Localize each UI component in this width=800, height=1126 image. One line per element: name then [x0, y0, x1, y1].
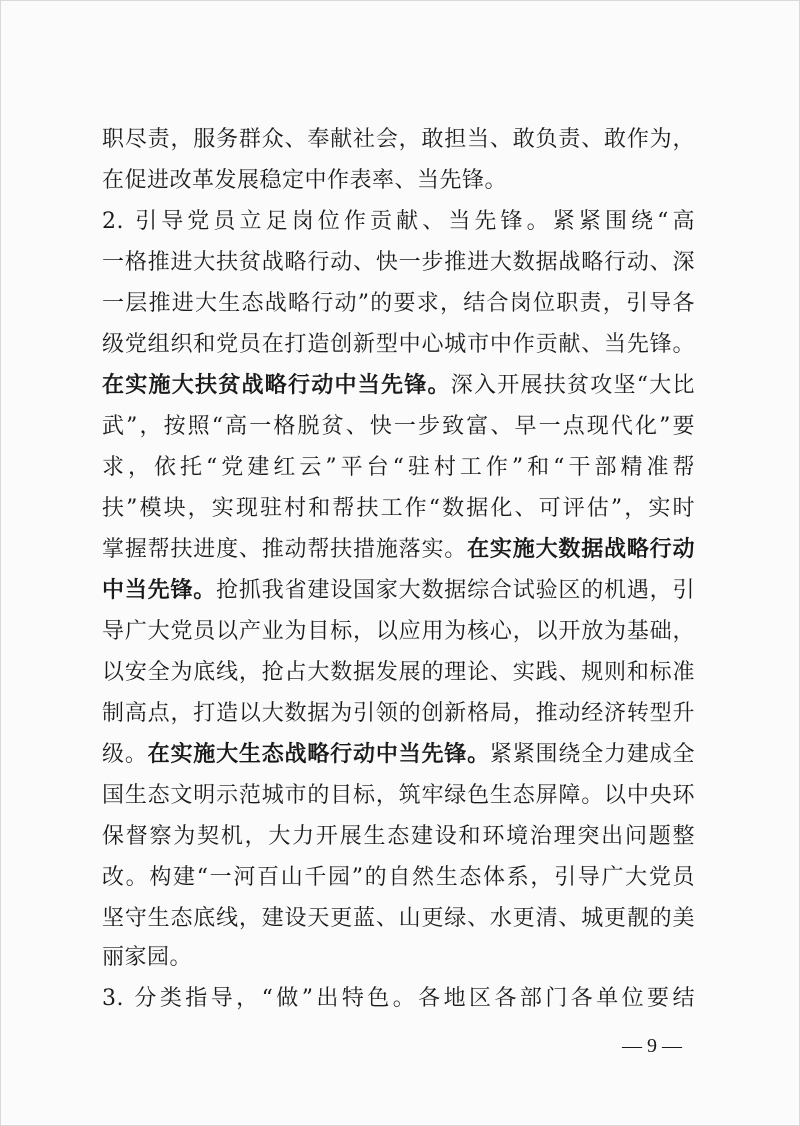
paragraph-text: 坚守生态底线，建设天更蓝、山更绿、水更清、城更靓的美 — [102, 906, 695, 931]
paragraph-text: 在促进改革发展稳定中作表率、当先锋。 — [102, 168, 508, 193]
paragraph-text: 扶”模块，实现驻村和帮扶工作“数据化、可评估”，实时 — [102, 496, 695, 521]
paragraph-text: 武”，按照“高一格脱贫、快一步致富、早一点现代化”要 — [102, 414, 695, 439]
text-line — [102, 694, 695, 734]
text-line — [102, 366, 695, 406]
bold-heading-text: 中当先锋。 — [102, 578, 217, 603]
paragraph-text: 导广大党员以产业为目标，以应用为核心，以开放为基础， — [102, 619, 695, 644]
paragraph-text: 一层推进大生态战略行动”的要求，结合岗位职责，引导各 — [102, 291, 695, 316]
paragraph-text: 以安全为底线，抢占大数据发展的理论、实践、规则和标准 — [102, 660, 695, 685]
text-line — [102, 776, 695, 816]
paragraph-text: 改。构建“一河百山千园”的自然生态体系，引导广大党员 — [102, 865, 695, 890]
paragraph-text: 级。 — [102, 742, 148, 767]
text-line — [102, 817, 695, 857]
text-line — [102, 735, 695, 775]
text-line — [102, 284, 695, 324]
paragraph-text: 紧紧围绕全力建成全 — [489, 742, 695, 767]
text-line — [102, 571, 695, 611]
bold-heading-text: 在实施大生态战略行动中当先锋。 — [147, 742, 490, 767]
text-line — [102, 530, 695, 570]
paragraph-text: 深入开展扶贫攻坚“大比 — [450, 373, 695, 398]
paragraph-text: 掌握帮扶进度、推动帮扶措施落实。 — [102, 537, 468, 562]
text-line — [102, 489, 695, 529]
text-line — [102, 653, 695, 693]
paragraph-text: 保督察为契机，大力开展生态建设和环境治理突出问题整 — [102, 824, 695, 849]
text-line — [102, 858, 695, 898]
text-line — [102, 161, 695, 201]
text-line — [102, 979, 695, 1019]
text-line — [102, 325, 695, 365]
paragraph-text: 级党组织和党员在打造创新型中心城市中作贡献、当先锋。 — [102, 332, 695, 357]
text-line — [102, 243, 695, 283]
paragraph-text: 制高点，打造以大数据为引领的创新格局，推动经济转型升 — [102, 701, 695, 726]
text-line — [102, 938, 695, 978]
paragraph-text: 3. 分类指导，“做”出特色。各地区各部门各单位要结 — [102, 986, 695, 1011]
text-line — [102, 407, 695, 447]
bold-heading-text: 在实施大数据战略行动 — [467, 537, 695, 562]
paragraph-text: 国生态文明示范城市的目标，筑牢绿色生态屏障。以中央环 — [102, 783, 695, 808]
text-line — [102, 120, 695, 160]
paragraph-text: 抢抓我省建设国家大数据综合试验区的机遇，引 — [216, 578, 695, 603]
paragraph-text: 丽家园。 — [102, 945, 193, 970]
text-line — [102, 899, 695, 939]
paragraph-text: 求，依托“党建红云”平台“驻村工作”和“干部精准帮 — [102, 455, 695, 480]
paragraph-text: 一格推进大扶贫战略行动、快一步推进大数据战略行动、深 — [102, 250, 695, 275]
text-line — [102, 612, 695, 652]
page-number: — 9 — — [622, 1035, 682, 1057]
paragraph-text: 2. 引导党员立足岗位作贡献、当先锋。紧紧围绕“高 — [102, 209, 695, 234]
text-line — [102, 448, 695, 488]
text-line — [102, 202, 695, 242]
paragraph-text: 职尽责，服务群众、奉献社会，敢担当、敢负责、敢作为， — [102, 127, 695, 152]
bold-heading-text: 在实施大扶贫战略行动中当先锋。 — [102, 373, 451, 398]
